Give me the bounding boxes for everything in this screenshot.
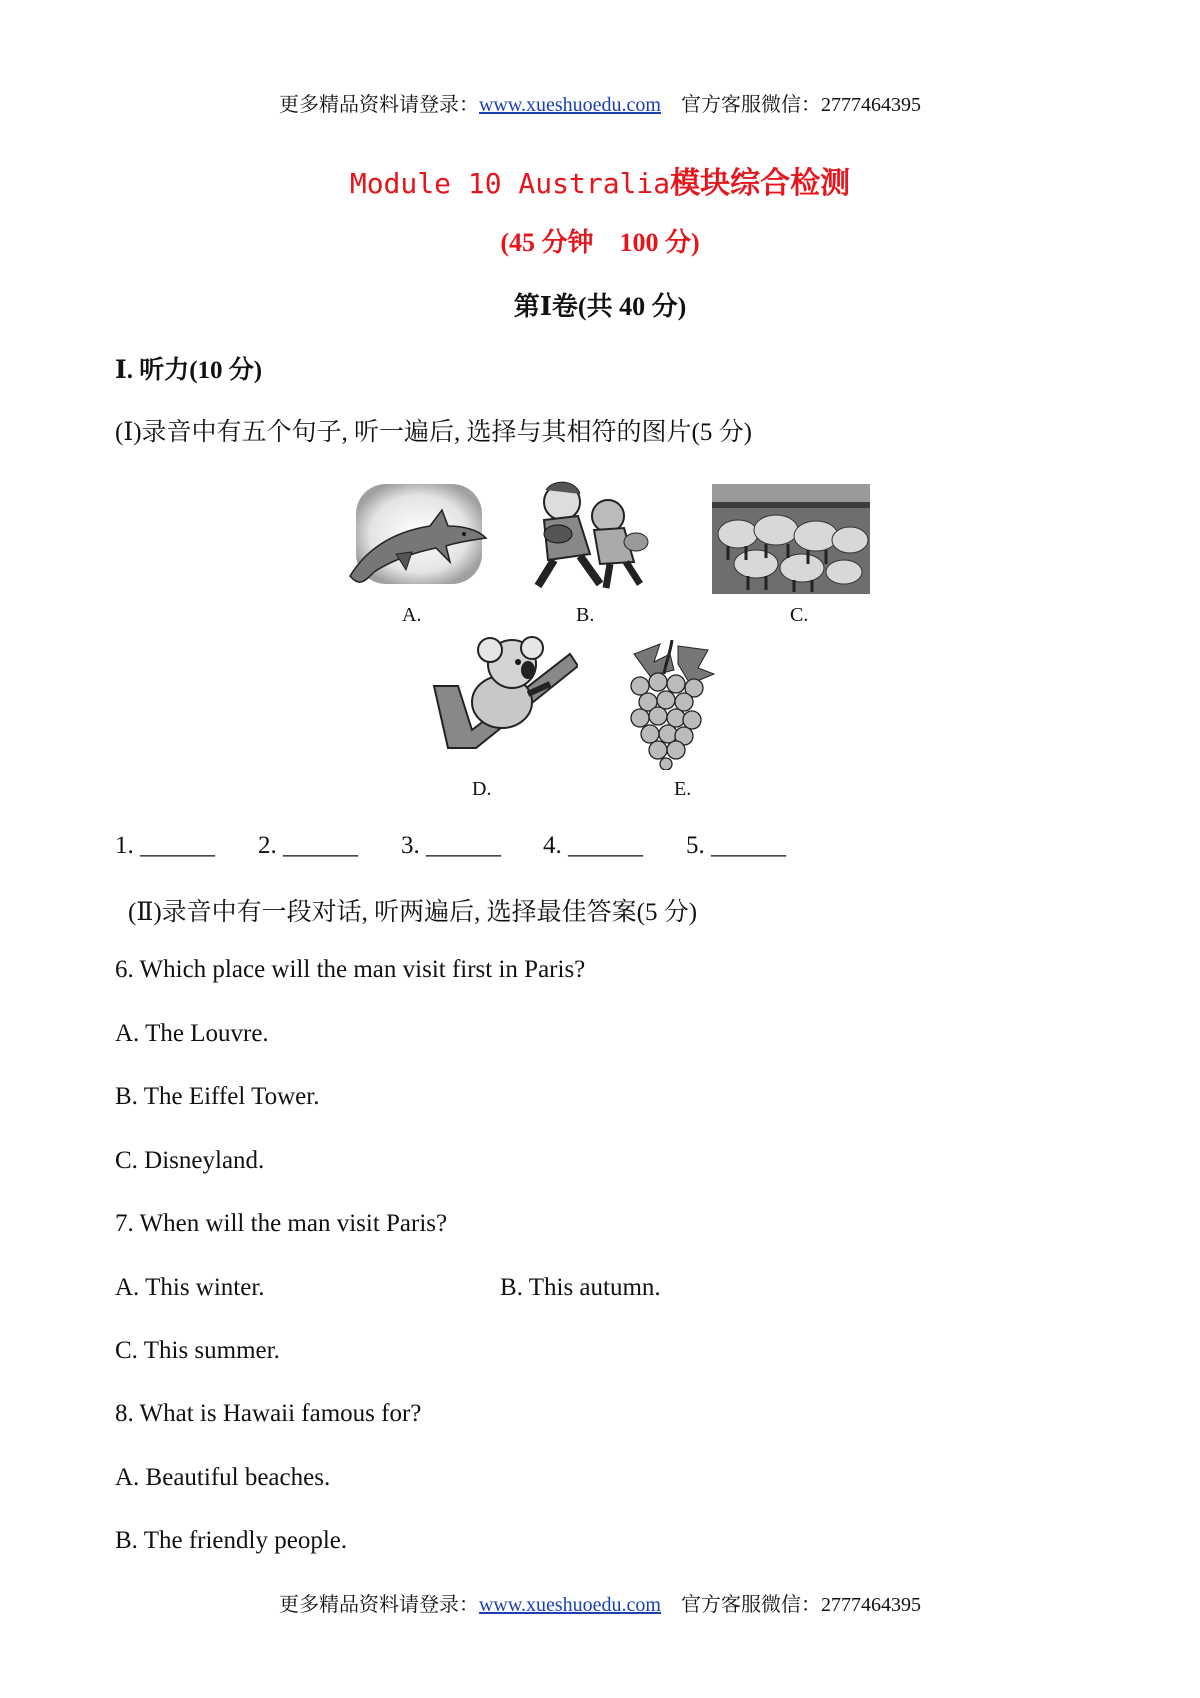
question-7-option-a[interactable]: A. This winter. bbox=[115, 1274, 265, 1301]
page-footer bbox=[0, 1588, 1200, 1617]
page-header bbox=[0, 88, 1200, 117]
question-6-option-b[interactable]: B. The Eiffel Tower. bbox=[115, 1083, 320, 1110]
section-heading: Ⅰ. 听力(10 分) bbox=[115, 357, 263, 384]
answer-blank-1[interactable]: 1. ______ bbox=[115, 832, 215, 859]
title-english: Module 10 Australia bbox=[349, 167, 671, 200]
question-7-option-b[interactable]: B. This autumn. bbox=[500, 1274, 661, 1301]
header-link[interactable]: www.xueshuoedu.com bbox=[478, 94, 661, 116]
title-chinese: 模块综合检测 bbox=[670, 166, 851, 201]
page-subtitle: (45 分钟 100 分) bbox=[500, 228, 700, 257]
question-7-option-c[interactable]: C. This summer. bbox=[115, 1337, 280, 1364]
footer-link[interactable]: www.xueshuoedu.com bbox=[478, 1594, 661, 1616]
question-8-option-a[interactable]: A. Beautiful beaches. bbox=[115, 1464, 331, 1491]
footer-contact: 官方客服微信：2777464395 bbox=[681, 1594, 921, 1616]
picture-label-d: D. bbox=[472, 778, 492, 800]
picture-label-c: C. bbox=[790, 604, 809, 626]
footer-prefix: 更多精品资料请登录： bbox=[278, 1594, 479, 1616]
answer-blank-3[interactable]: 3. ______ bbox=[401, 832, 501, 859]
header-prefix: 更多精品资料请登录： bbox=[278, 94, 479, 116]
picture-label-a: A. bbox=[402, 604, 422, 626]
answer-blank-5[interactable]: 5. ______ bbox=[686, 832, 786, 859]
sub-section-2: (Ⅱ)录音中有一段对话, 听两遍后, 选择最佳答案(5 分) bbox=[128, 899, 698, 926]
picture-label-e: E. bbox=[674, 778, 692, 800]
header-contact: 官方客服微信：2777464395 bbox=[681, 94, 921, 116]
question-8: 8. What is Hawaii famous for? bbox=[115, 1400, 422, 1427]
sheep-icon bbox=[712, 484, 870, 594]
koala-icon bbox=[428, 636, 578, 752]
page-title bbox=[0, 158, 1200, 202]
sub-section-1: (Ⅰ)录音中有五个句子, 听一遍后, 选择与其相符的图片(5 分) bbox=[115, 419, 752, 446]
part-heading: 第Ⅰ卷(共 40 分) bbox=[513, 292, 687, 321]
question-6: 6. Which place will the man visit first in Paris? bbox=[115, 956, 586, 983]
grapes-icon bbox=[614, 640, 718, 770]
question-7: 7. When will the man visit Paris? bbox=[115, 1210, 448, 1237]
picture-label-b: B. bbox=[576, 604, 595, 626]
shark-icon bbox=[346, 480, 488, 592]
answer-blank-2[interactable]: 2. ______ bbox=[258, 832, 358, 859]
question-8-option-b[interactable]: B. The friendly people. bbox=[115, 1527, 348, 1554]
rugby-players-icon bbox=[514, 476, 654, 592]
answer-blank-4[interactable]: 4. ______ bbox=[543, 832, 643, 859]
question-6-option-a[interactable]: A. The Louvre. bbox=[115, 1020, 269, 1047]
question-6-option-c[interactable]: C. Disneyland. bbox=[115, 1147, 265, 1174]
